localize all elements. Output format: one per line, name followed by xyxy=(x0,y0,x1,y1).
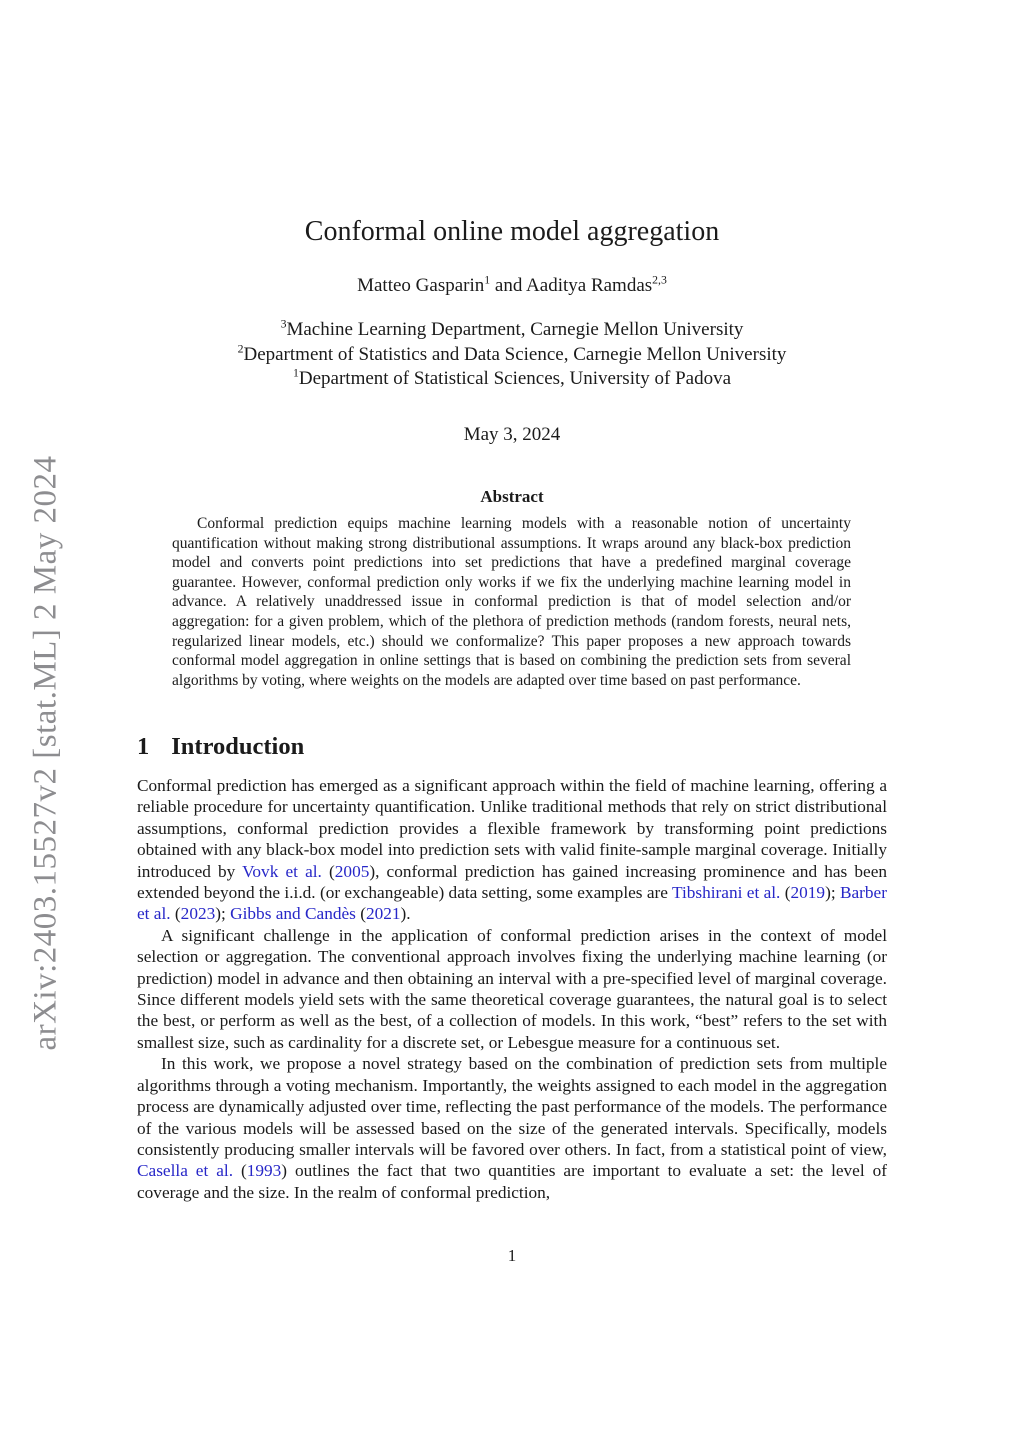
affiliation-text: Department of Statistics and Data Science, Carnegie Mellon University xyxy=(243,343,787,365)
section-heading-introduction xyxy=(137,733,304,761)
paragraph-text: ), conformal prediction has gained increasing prominence and has been extended beyond the i.i.d. (or exchangeable) data setting, some examples are xyxy=(137,861,888,903)
affiliation-marker: 3 xyxy=(280,317,287,331)
affiliation-line xyxy=(0,318,1024,343)
citation-link[interactable]: 2021 xyxy=(365,904,401,924)
citation-link[interactable]: 2023 xyxy=(180,904,216,924)
paragraph-text: A significant challenge in the application of conformal prediction arises in the context of model selection or aggregation. The conventional approach involves fixing the underlying machine learning (or prediction) model in advance and then obtaining an interval with a pre-specified level of marginal coverage. Since different models yield sets with the same theoretical coverage guarantees, the natural goal is to select the best, or perform as well as the best, of a collection of models. In this work, “best” refers to the set with smallest size, such as cardinality for a discrete set, or Lebesgue measure for a continuous set. xyxy=(137,925,887,1052)
citation-link[interactable]: Vovk et al. xyxy=(242,861,322,881)
affiliation-text: Machine Learning Department, Carnegie Mellon University xyxy=(286,319,744,340)
authors-line xyxy=(0,275,1024,297)
affiliation-marker: 2 xyxy=(237,342,244,356)
paragraph-text: ( xyxy=(170,904,181,924)
citation-link[interactable]: Gibbs and Candès xyxy=(230,904,356,924)
introduction-body xyxy=(137,775,887,1203)
author-1-affiliation-marker: 1 xyxy=(484,273,491,287)
abstract-text: Conformal prediction equips machine learning models with a reasonable notion of uncertainty quantification without making strong distributional assumptions. It wraps around any black-box prediction model and converts point predictions into set predictions that have a predefined marginal coverage guarantee. However, conformal prediction only works if we fix the underlying machine learning model in advance. A relatively unaddressed issue in conformal prediction is that of model selection and/or aggregation: for a given problem, which of the plethora of prediction methods (random forests, neural nets, regularized linear models, etc.) should we conformalize? This paper proposes a new approach towards conformal model aggregation in online settings that is based on combining the prediction sets from several algorithms by voting, where weights on the models are adapted over time based on past performance. xyxy=(172,515,851,689)
paragraph-text: ); xyxy=(825,883,840,903)
section-number: 1 xyxy=(137,733,150,760)
paragraph-text: ) outlines the fact that two quantities are important to evaluate a set: the level of coverage and the size. In the realm of conformal prediction, xyxy=(137,1161,887,1202)
intro-paragraph-3 xyxy=(137,1053,887,1203)
paragraph-text: ( xyxy=(355,904,366,924)
affiliation-line xyxy=(0,367,1024,392)
paragraph-text: ( xyxy=(321,861,335,881)
paragraph-text: ); xyxy=(215,904,231,924)
citation-link[interactable]: Tibshirani et al. xyxy=(672,883,781,903)
affiliation-text: Department of Statistical Sciences, University of Padova xyxy=(298,368,732,389)
author-name-1: Matteo Gasparin xyxy=(357,275,485,296)
author-name-2: Aaditya Ramdas xyxy=(526,275,653,296)
date-line: May 3, 2024 xyxy=(463,424,561,445)
citation-link[interactable]: Casella et al. xyxy=(137,1161,234,1181)
section-title: Introduction xyxy=(171,733,305,760)
affiliation-line xyxy=(0,343,1024,368)
citation-link[interactable]: Barber et al. xyxy=(137,883,887,924)
citation-link[interactable]: 2019 xyxy=(790,883,826,903)
paragraph-text: In this work, we propose a novel strategy based on the combination of prediction sets from multiple algorithms through a voting mechanism. Importantly, the weights assigned to each model in the aggregation process are dynamically adjusted over time, reflecting the past performance of the models. The performance of the various models will be assessed based on the size of the generated intervals. Specifically, models consistently producing smaller intervals will be favored over others. In fact, from a statistical point of view, xyxy=(137,1054,887,1159)
intro-paragraph-1 xyxy=(137,775,887,925)
affiliation-marker: 1 xyxy=(292,366,299,380)
citation-link[interactable]: 1993 xyxy=(246,1161,282,1181)
page-number: 1 xyxy=(507,1246,517,1265)
abstract-heading: Abstract xyxy=(480,487,544,506)
authors-connector: and xyxy=(490,275,527,296)
paragraph-text: ( xyxy=(233,1161,247,1181)
paragraph-text: ( xyxy=(780,883,791,903)
intro-paragraph-2 xyxy=(137,925,887,1053)
paragraph-text: ). xyxy=(400,904,411,924)
affiliations-block xyxy=(0,318,1024,392)
citation-link[interactable]: 2005 xyxy=(334,861,370,881)
paper-title: Conformal online model aggregation xyxy=(304,216,720,247)
paragraph-text: Conformal prediction has emerged as a significant approach within the field of machine learning, offering a reliable procedure for uncertainty quantification. Unlike traditional methods that rely on strict distributional assumptions, conformal prediction provides a flexible framework by transforming point predictions obtained with any black-box model into prediction sets with valid finite-sample marginal coverage. Initially introduced by xyxy=(137,776,887,881)
author-2-affiliation-marker: 2,3 xyxy=(652,273,667,287)
arxiv-stamp: arXiv:2403.15527v2 [stat.ML] 2 May 2024 xyxy=(27,455,64,1051)
